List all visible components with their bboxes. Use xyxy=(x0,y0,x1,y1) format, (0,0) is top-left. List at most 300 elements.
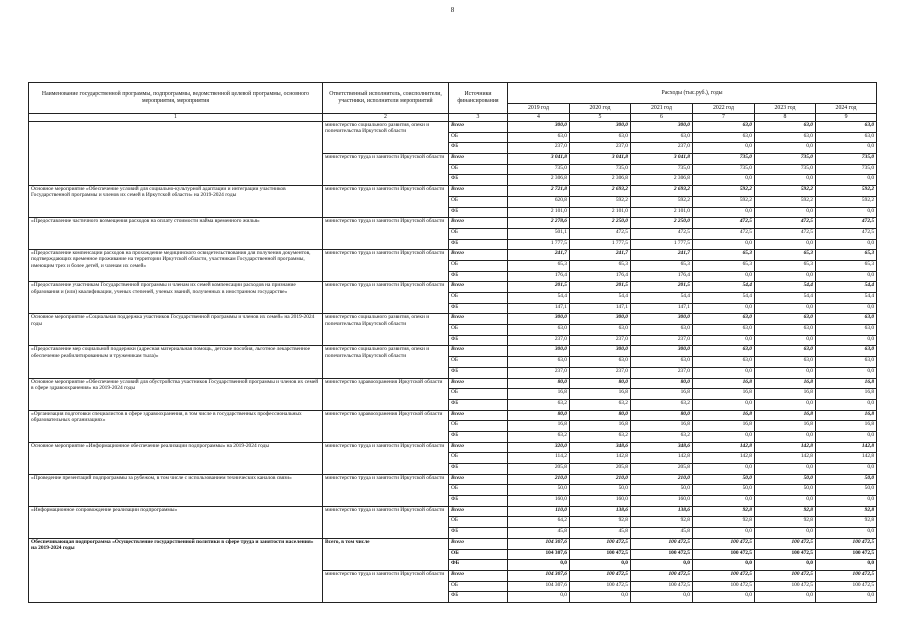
funding-source-cell: ФБ xyxy=(449,175,508,186)
amount-cell: 0,0 xyxy=(693,239,755,250)
amount-cell: 63,0 xyxy=(816,346,877,357)
amount-cell: 80,0 xyxy=(508,410,570,421)
amount-cell: 50,0 xyxy=(816,474,877,485)
amount-cell: 16,8 xyxy=(631,389,693,400)
amount-cell: 65,3 xyxy=(631,260,693,271)
funding-source-cell: Всего xyxy=(449,186,508,197)
column-number: 2 xyxy=(323,114,449,122)
amount-cell: 80,0 xyxy=(631,410,693,421)
amount-cell: 0,0 xyxy=(693,143,755,154)
amount-cell: 63,0 xyxy=(570,132,631,143)
table-row xyxy=(29,538,877,549)
amount-cell: 142,8 xyxy=(631,453,693,464)
table-body xyxy=(29,122,877,603)
amount-cell: 64,2 xyxy=(508,517,570,528)
amount-cell: 92,8 xyxy=(755,506,816,517)
amount-cell: 63,0 xyxy=(816,122,877,133)
funding-source-cell: ОБ xyxy=(449,325,508,336)
amount-cell: 50,0 xyxy=(508,485,570,496)
amount-cell: 63,0 xyxy=(508,325,570,336)
amount-cell: 63,0 xyxy=(508,132,570,143)
funding-source-cell: ФБ xyxy=(449,560,508,571)
amount-cell: 300,0 xyxy=(570,314,631,325)
amount-cell: 592,2 xyxy=(631,196,693,207)
page-number: 8 xyxy=(450,6,455,14)
amount-cell: 0,0 xyxy=(755,175,816,186)
amount-cell: 104 307,6 xyxy=(508,549,570,560)
amount-cell: 0,0 xyxy=(816,175,877,186)
executor-cell: министерство труда и занятости Иркутской области xyxy=(323,282,449,314)
table-row xyxy=(29,474,877,485)
amount-cell: 16,8 xyxy=(755,389,816,400)
executor-cell: министерство социального развития, опеки и попечительства Иркутской области xyxy=(323,346,449,378)
amount-cell: 0,0 xyxy=(693,528,755,539)
amount-cell: 0,0 xyxy=(816,560,877,571)
amount-cell: 138,6 xyxy=(570,506,631,517)
funding-source-cell: Всего xyxy=(449,378,508,389)
funding-source-cell: ФБ xyxy=(449,239,508,250)
amount-cell: 472,5 xyxy=(755,218,816,229)
amount-cell: 237,0 xyxy=(631,143,693,154)
column-number: 3 xyxy=(449,114,508,122)
funding-source-cell: ОБ xyxy=(449,132,508,143)
column-number: 4 xyxy=(508,114,570,122)
funding-source-cell: ФБ xyxy=(449,496,508,507)
table-row xyxy=(29,186,877,197)
amount-cell: 100 472,5 xyxy=(570,581,631,592)
amount-cell: 63,0 xyxy=(693,122,755,133)
program-name-cell: «Предоставление участникам Государственной программы и членам их семей компенсации расходов на признание образования и (или) квалификации, ученых степеней, ученых званий, полученных в иностранном государстве» xyxy=(29,282,323,314)
amount-cell: 472,5 xyxy=(570,228,631,239)
amount-cell: 0,0 xyxy=(816,143,877,154)
amount-cell: 100 472,5 xyxy=(755,549,816,560)
executor-cell: министерство здравоохранения Иркутской области xyxy=(323,410,449,442)
funding-source-cell: Всего xyxy=(449,474,508,485)
amount-cell: 237,0 xyxy=(631,335,693,346)
amount-cell: 63,0 xyxy=(755,314,816,325)
amount-cell: 0,0 xyxy=(755,271,816,282)
amount-cell: 0,0 xyxy=(508,592,570,603)
table-row xyxy=(29,122,877,133)
amount-cell: 0,0 xyxy=(816,431,877,442)
amount-cell: 0,0 xyxy=(693,175,755,186)
program-name-cell: «Информационное сопровождение реализации подпрограммы» xyxy=(29,506,323,538)
table-row xyxy=(29,410,877,421)
funding-source-cell: ФБ xyxy=(449,367,508,378)
amount-cell: 0,0 xyxy=(693,367,755,378)
amount-cell: 63,0 xyxy=(631,357,693,368)
amount-cell: 54,4 xyxy=(693,282,755,293)
amount-cell: 300,0 xyxy=(631,346,693,357)
program-name-cell: «Предоставление частичного возмещения расходов на оплату стоимости найма временного жилья» xyxy=(29,218,323,250)
amount-cell: 104 307,6 xyxy=(508,538,570,549)
amount-cell: 16,8 xyxy=(693,389,755,400)
amount-cell: 65,3 xyxy=(693,260,755,271)
amount-cell: 2 250,0 xyxy=(570,218,631,229)
amount-cell: 0,0 xyxy=(755,207,816,218)
amount-cell: 50,0 xyxy=(816,485,877,496)
amount-cell: 2 278,6 xyxy=(508,218,570,229)
amount-cell: 735,0 xyxy=(570,164,631,175)
amount-cell: 0,0 xyxy=(755,367,816,378)
amount-cell: 100 472,5 xyxy=(816,581,877,592)
amount-cell: 45,8 xyxy=(631,528,693,539)
executor-cell: министерство труда и занятости Иркутской области xyxy=(323,186,449,218)
amount-cell: 2 306,8 xyxy=(570,175,631,186)
amount-cell: 142,8 xyxy=(816,453,877,464)
amount-cell: 300,0 xyxy=(570,122,631,133)
funding-source-cell: Всего xyxy=(449,314,508,325)
amount-cell: 54,4 xyxy=(816,282,877,293)
amount-cell: 0,0 xyxy=(693,464,755,475)
amount-cell: 100 472,5 xyxy=(755,570,816,581)
amount-cell: 0,0 xyxy=(755,464,816,475)
amount-cell: 0,0 xyxy=(755,399,816,410)
amount-cell: 65,3 xyxy=(508,260,570,271)
amount-cell: 592,2 xyxy=(755,186,816,197)
amount-cell: 592,2 xyxy=(693,186,755,197)
amount-cell: 300,0 xyxy=(570,346,631,357)
program-name-cell: Основное мероприятие «Обеспечение условий для обустройства участников Государственной программы и членов их семей в сфере здравоохранения» на 2019-2024 годы xyxy=(29,378,323,410)
amount-cell: 16,8 xyxy=(816,421,877,432)
program-name-cell: Основное мероприятие «Социальная поддержка участников Государственной программы и членов их семей» на 2019-2024 годы xyxy=(29,314,323,346)
amount-cell: 237,0 xyxy=(570,143,631,154)
funding-source-cell: ОБ xyxy=(449,260,508,271)
amount-cell: 592,2 xyxy=(755,196,816,207)
amount-cell: 100 472,5 xyxy=(570,538,631,549)
amount-cell: 100 472,5 xyxy=(631,549,693,560)
amount-cell: 63,2 xyxy=(570,431,631,442)
amount-cell: 50,0 xyxy=(755,485,816,496)
funding-source-cell: ОБ xyxy=(449,196,508,207)
amount-cell: 241,7 xyxy=(631,250,693,261)
amount-cell: 735,0 xyxy=(816,154,877,165)
amount-cell: 16,8 xyxy=(816,410,877,421)
amount-cell: 0,0 xyxy=(755,528,816,539)
amount-cell: 63,0 xyxy=(816,357,877,368)
table-row xyxy=(29,218,877,229)
funding-source-cell: Всего xyxy=(449,570,508,581)
amount-cell: 92,8 xyxy=(570,517,631,528)
expenses-table xyxy=(28,82,877,603)
amount-cell: 0,0 xyxy=(693,560,755,571)
amount-cell: 63,0 xyxy=(693,357,755,368)
funding-source-cell: Всего xyxy=(449,538,508,549)
amount-cell: 2 693,2 xyxy=(631,186,693,197)
funding-source-cell: ОБ xyxy=(449,293,508,304)
amount-cell: 80,0 xyxy=(570,378,631,389)
amount-cell: 201,5 xyxy=(570,282,631,293)
amount-cell: 0,0 xyxy=(693,431,755,442)
amount-cell: 54,4 xyxy=(693,293,755,304)
amount-cell: 0,0 xyxy=(816,207,877,218)
amount-cell: 300,0 xyxy=(631,122,693,133)
amount-cell: 2 101,0 xyxy=(631,207,693,218)
amount-cell: 63,2 xyxy=(631,431,693,442)
year-header: 2021 год xyxy=(631,104,693,114)
amount-cell: 160,0 xyxy=(570,496,631,507)
amount-cell: 100 472,5 xyxy=(631,581,693,592)
amount-cell: 0,0 xyxy=(570,560,631,571)
amount-cell: 65,3 xyxy=(755,260,816,271)
table-row xyxy=(29,506,877,517)
amount-cell: 142,8 xyxy=(816,442,877,453)
amount-cell: 54,4 xyxy=(755,282,816,293)
amount-cell: 54,4 xyxy=(816,293,877,304)
amount-cell: 63,0 xyxy=(755,357,816,368)
amount-cell: 63,0 xyxy=(570,357,631,368)
amount-cell: 300,0 xyxy=(631,314,693,325)
amount-cell: 100 472,5 xyxy=(570,549,631,560)
funding-source-cell: Всего xyxy=(449,410,508,421)
amount-cell: 0,0 xyxy=(508,560,570,571)
amount-cell: 100 472,5 xyxy=(693,570,755,581)
amount-cell: 300,0 xyxy=(508,346,570,357)
funding-source-cell: ОБ xyxy=(449,549,508,560)
funding-source-cell: ФБ xyxy=(449,143,508,154)
amount-cell: 92,8 xyxy=(693,506,755,517)
funding-source-cell: ОБ xyxy=(449,485,508,496)
table-row xyxy=(29,442,877,453)
executor-cell: министерство труда и занятости Иркутской области xyxy=(323,154,449,186)
amount-cell: 50,0 xyxy=(755,474,816,485)
amount-cell: 0,0 xyxy=(816,496,877,507)
year-header: 2022 год xyxy=(693,104,755,114)
amount-cell: 472,5 xyxy=(755,228,816,239)
amount-cell: 735,0 xyxy=(816,164,877,175)
amount-cell: 16,8 xyxy=(816,378,877,389)
funding-source-cell: ОБ xyxy=(449,389,508,400)
amount-cell: 0,0 xyxy=(693,335,755,346)
amount-cell: 0,0 xyxy=(693,399,755,410)
funding-source-cell: Всего xyxy=(449,250,508,261)
year-header: 2023 год xyxy=(755,104,816,114)
amount-cell: 210,0 xyxy=(508,474,570,485)
amount-cell: 472,5 xyxy=(693,228,755,239)
funding-source-cell: ОБ xyxy=(449,517,508,528)
amount-cell: 50,0 xyxy=(570,485,631,496)
amount-cell: 104 307,6 xyxy=(508,570,570,581)
amount-cell: 1 777,5 xyxy=(631,239,693,250)
amount-cell: 0,0 xyxy=(755,560,816,571)
amount-cell: 92,8 xyxy=(816,517,877,528)
program-name-cell xyxy=(29,122,323,186)
program-name-cell: «Предоставление мер социальной поддержки (адресная материальная помощь, детские пособия, льготное лекарственное обеспечение реабилитированным и труженикам тыла)» xyxy=(29,346,323,378)
executor-cell: министерство социального развития, опеки и попечительства Иркутской области xyxy=(323,314,449,346)
amount-cell: 300,0 xyxy=(508,122,570,133)
amount-cell: 114,2 xyxy=(508,453,570,464)
program-name-cell: Основное мероприятие «Информационное обеспечение реализации подпрограммы» на 2019-2024 годы xyxy=(29,442,323,474)
amount-cell: 620,8 xyxy=(508,196,570,207)
amount-cell: 63,2 xyxy=(508,431,570,442)
amount-cell: 50,0 xyxy=(693,485,755,496)
amount-cell: 0,0 xyxy=(693,496,755,507)
amount-cell: 63,0 xyxy=(693,314,755,325)
amount-cell: 735,0 xyxy=(693,154,755,165)
amount-cell: 176,4 xyxy=(508,271,570,282)
amount-cell: 100 472,5 xyxy=(816,570,877,581)
amount-cell: 0,0 xyxy=(693,207,755,218)
amount-cell: 3 041,8 xyxy=(570,154,631,165)
amount-cell: 205,8 xyxy=(508,464,570,475)
amount-cell: 63,0 xyxy=(693,346,755,357)
amount-cell: 237,0 xyxy=(508,143,570,154)
amount-cell: 16,8 xyxy=(816,389,877,400)
amount-cell: 2 306,8 xyxy=(631,175,693,186)
amount-cell: 2 306,8 xyxy=(508,175,570,186)
amount-cell: 241,7 xyxy=(508,250,570,261)
amount-cell: 3 041,8 xyxy=(631,154,693,165)
amount-cell: 147,1 xyxy=(631,303,693,314)
amount-cell: 0,0 xyxy=(816,303,877,314)
amount-cell: 92,8 xyxy=(755,517,816,528)
header-expenses: Расходы (тыс.руб.), годы xyxy=(508,83,877,104)
amount-cell: 104 307,6 xyxy=(508,581,570,592)
amount-cell: 16,8 xyxy=(755,421,816,432)
amount-cell: 63,2 xyxy=(508,399,570,410)
amount-cell: 0,0 xyxy=(693,592,755,603)
amount-cell: 2 250,0 xyxy=(631,218,693,229)
amount-cell: 63,0 xyxy=(755,346,816,357)
amount-cell: 63,0 xyxy=(816,314,877,325)
amount-cell: 201,5 xyxy=(508,282,570,293)
amount-cell: 63,0 xyxy=(631,325,693,336)
column-number: 9 xyxy=(816,114,877,122)
amount-cell: 472,5 xyxy=(693,218,755,229)
funding-source-cell: Всего xyxy=(449,506,508,517)
amount-cell: 54,4 xyxy=(570,293,631,304)
amount-cell: 0,0 xyxy=(570,592,631,603)
amount-cell: 2 721,8 xyxy=(508,186,570,197)
funding-source-cell: Всего xyxy=(449,346,508,357)
amount-cell: 0,0 xyxy=(816,592,877,603)
executor-cell: министерство труда и занятости Иркутской области xyxy=(323,570,449,602)
amount-cell: 142,8 xyxy=(693,442,755,453)
amount-cell: 92,8 xyxy=(816,506,877,517)
amount-cell: 16,8 xyxy=(755,410,816,421)
amount-cell: 100 472,5 xyxy=(570,570,631,581)
amount-cell: 63,2 xyxy=(631,399,693,410)
year-header: 2020 год xyxy=(570,104,631,114)
amount-cell: 0,0 xyxy=(755,335,816,346)
funding-source-cell: ОБ xyxy=(449,228,508,239)
amount-cell: 100 472,5 xyxy=(816,549,877,560)
table-row xyxy=(29,250,877,261)
amount-cell: 63,0 xyxy=(570,325,631,336)
amount-cell: 0,0 xyxy=(755,303,816,314)
amount-cell: 16,8 xyxy=(570,421,631,432)
amount-cell: 63,0 xyxy=(631,132,693,143)
year-header: 2024 год xyxy=(816,104,877,114)
amount-cell: 100 472,5 xyxy=(631,570,693,581)
amount-cell: 100 472,5 xyxy=(631,538,693,549)
amount-cell: 0,0 xyxy=(816,239,877,250)
amount-cell: 241,7 xyxy=(570,250,631,261)
funding-source-cell: ФБ xyxy=(449,592,508,603)
column-number: 6 xyxy=(631,114,693,122)
amount-cell: 210,0 xyxy=(570,474,631,485)
program-name-cell: «Предоставление компенсации расходов на прохождение медицинского освидетельствования для получения документов, подтверждающих временное проживание на территории Иркутской области, участникам Государственной программы, имеющим трех и более детей, и членам их семей» xyxy=(29,250,323,282)
amount-cell: 80,0 xyxy=(570,410,631,421)
amount-cell: 100 472,5 xyxy=(693,538,755,549)
amount-cell: 63,0 xyxy=(693,132,755,143)
funding-source-cell: ФБ xyxy=(449,431,508,442)
amount-cell: 50,0 xyxy=(693,474,755,485)
amount-cell: 320,0 xyxy=(508,442,570,453)
amount-cell: 0,0 xyxy=(816,399,877,410)
amount-cell: 65,3 xyxy=(570,260,631,271)
table-row xyxy=(29,346,877,357)
funding-source-cell: ФБ xyxy=(449,464,508,475)
amount-cell: 65,3 xyxy=(816,260,877,271)
amount-cell: 147,1 xyxy=(570,303,631,314)
amount-cell: 735,0 xyxy=(755,164,816,175)
amount-cell: 0,0 xyxy=(693,303,755,314)
amount-cell: 45,8 xyxy=(570,528,631,539)
executor-cell: министерство социального развития, опеки и попечительства Иркутской области xyxy=(323,122,449,154)
amount-cell: 100 472,5 xyxy=(693,581,755,592)
amount-cell: 63,0 xyxy=(755,132,816,143)
executor-cell: министерство труда и занятости Иркутской области xyxy=(323,442,449,474)
amount-cell: 100 472,5 xyxy=(816,538,877,549)
funding-source-cell: Всего xyxy=(449,154,508,165)
funding-source-cell: Всего xyxy=(449,122,508,133)
amount-cell: 176,4 xyxy=(570,271,631,282)
amount-cell: 0,0 xyxy=(816,528,877,539)
amount-cell: 176,4 xyxy=(631,271,693,282)
amount-cell: 592,2 xyxy=(693,196,755,207)
column-number: 7 xyxy=(693,114,755,122)
amount-cell: 142,8 xyxy=(570,453,631,464)
amount-cell: 63,0 xyxy=(816,325,877,336)
funding-source-cell: ФБ xyxy=(449,399,508,410)
executor-cell: министерство здравоохранения Иркутской области xyxy=(323,378,449,410)
amount-cell: 142,8 xyxy=(755,453,816,464)
amount-cell: 0,0 xyxy=(816,335,877,346)
amount-cell: 237,0 xyxy=(570,335,631,346)
amount-cell: 16,8 xyxy=(693,410,755,421)
amount-cell: 735,0 xyxy=(631,164,693,175)
executor-cell: Всего, в том числе xyxy=(323,538,449,570)
amount-cell: 16,8 xyxy=(693,421,755,432)
amount-cell: 592,2 xyxy=(816,186,877,197)
funding-source-cell: Всего xyxy=(449,282,508,293)
amount-cell: 0,0 xyxy=(755,592,816,603)
funding-source-cell: ОБ xyxy=(449,421,508,432)
amount-cell: 160,0 xyxy=(508,496,570,507)
amount-cell: 50,0 xyxy=(631,485,693,496)
amount-cell: 63,0 xyxy=(755,325,816,336)
amount-cell: 0,0 xyxy=(816,271,877,282)
amount-cell: 80,0 xyxy=(631,378,693,389)
amount-cell: 472,5 xyxy=(631,228,693,239)
funding-source-cell: ОБ xyxy=(449,164,508,175)
amount-cell: 92,8 xyxy=(693,517,755,528)
executor-cell: министерство труда и занятости Иркутской области xyxy=(323,474,449,506)
funding-source-cell: ФБ xyxy=(449,528,508,539)
amount-cell: 472,5 xyxy=(816,218,877,229)
header-program-name: Наименование государственной программы, подпрограммы, ведомственной целевой программы, основного мероприятия, мероприятия xyxy=(29,83,323,114)
amount-cell: 63,0 xyxy=(508,357,570,368)
funding-source-cell: ФБ xyxy=(449,335,508,346)
amount-cell: 45,8 xyxy=(508,528,570,539)
funding-source-cell: ФБ xyxy=(449,303,508,314)
amount-cell: 63,0 xyxy=(816,132,877,143)
table-row xyxy=(29,314,877,325)
amount-cell: 142,8 xyxy=(693,453,755,464)
amount-cell: 142,8 xyxy=(755,442,816,453)
amount-cell: 92,8 xyxy=(631,517,693,528)
